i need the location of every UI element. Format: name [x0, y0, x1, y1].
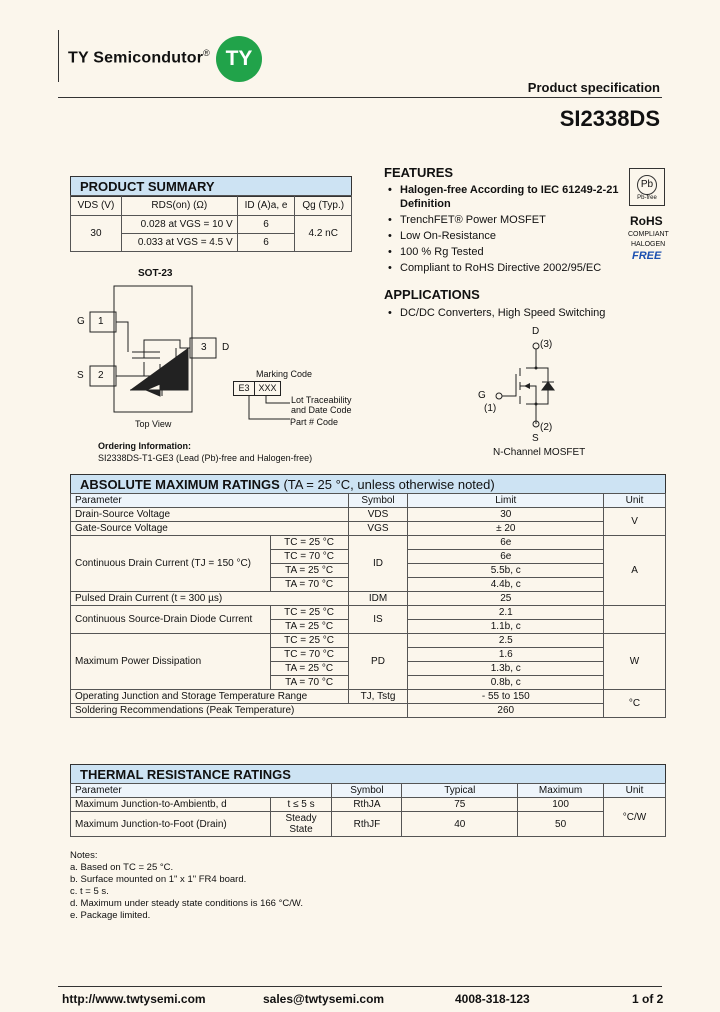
footer-page: 1 of 2 — [632, 992, 664, 1006]
pin-1-label: 1 — [98, 316, 104, 327]
amr-is-symbol: IS — [348, 606, 408, 634]
id-value-2: 6 — [237, 234, 295, 252]
amr-soldering-limit: 260 — [408, 704, 604, 718]
thermal-r1-typical: 75 — [402, 798, 518, 812]
amr-is-param: Continuous Source-Drain Diode Current — [71, 606, 271, 634]
footer-phone: 4008-318-123 — [455, 992, 530, 1006]
package-name: SOT-23 — [138, 268, 173, 279]
amr-id-limit: 4.4b, c — [408, 578, 604, 592]
applications-title: APPLICATIONS — [384, 287, 480, 302]
pin-3-label: 3 — [201, 342, 207, 353]
thermal-r1-symbol: RthJA — [332, 798, 402, 812]
thermal-header-symbol: Symbol — [332, 784, 402, 798]
thermal-r2-cond: Steady State — [270, 812, 332, 837]
notes-title: Notes: — [70, 850, 98, 861]
amr-id-cond: TC = 25 °C — [270, 536, 348, 550]
company-name — [68, 48, 210, 67]
part-code-label: Part # Code — [290, 417, 339, 427]
amr-is-cond: TA = 25 °C — [270, 620, 348, 634]
amr-unit-v: V — [604, 508, 666, 536]
amr-header-limit: Limit — [408, 494, 604, 508]
amr-id-symbol: ID — [348, 536, 408, 592]
product-summary-title: PRODUCT SUMMARY — [70, 176, 352, 197]
thermal-r1-cond: t ≤ 5 s — [270, 798, 332, 812]
mosfet-g-label: G — [478, 390, 486, 401]
pb-icon: Pb — [637, 175, 657, 195]
amr-header-symbol: Symbol — [348, 494, 408, 508]
feature-item: • TrenchFET® Power MOSFET — [386, 213, 626, 227]
marking-box — [233, 381, 281, 396]
amr-vds-limit: 30 — [408, 508, 604, 522]
marking-code-label: Marking Code — [256, 369, 313, 379]
amr-tj-limit: - 55 to 150 — [408, 690, 604, 704]
feature-item: • 100 % Rg Tested — [386, 245, 626, 259]
id-value-1: 6 — [237, 216, 295, 234]
amr-pd-limit: 1.3b, c — [408, 662, 604, 676]
application-item: • DC/DC Converters, High Speed Switching — [386, 306, 646, 320]
rds-value-1: 0.028 at VGS = 10 V — [121, 216, 237, 234]
sot23-diagram — [70, 280, 250, 430]
amr-unit-a: A — [604, 536, 666, 606]
feature-item: • Low On-Resistance — [386, 229, 626, 243]
thermal-r2-maximum: 50 — [518, 812, 604, 837]
amr-pd-cond: TC = 70 °C — [270, 648, 348, 662]
thermal-table — [70, 783, 666, 837]
thermal-r2-typical: 40 — [402, 812, 518, 837]
ordering-text: SI2338DS-T1-GE3 (Lead (Pb)-free and Halogen-free) — [98, 453, 313, 463]
amr-title: ABSOLUTE MAXIMUM RATINGS — [80, 477, 280, 492]
footer-url[interactable]: http://www.twtysemi.com — [62, 992, 206, 1006]
thermal-unit: °C/W — [604, 798, 666, 837]
amr-pd-param: Maximum Power Dissipation — [71, 634, 271, 690]
note-item: e. Package limited. — [70, 910, 151, 921]
amr-id-limit: 5.5b, c — [408, 564, 604, 578]
applications-list — [386, 306, 646, 322]
rohs-label: RoHS — [630, 214, 663, 228]
lot-traceability-line1: Lot Traceability — [291, 395, 352, 405]
note-item: d. Maximum under steady state conditions is 166 °C/W. — [70, 898, 303, 909]
amr-unit-w: W — [604, 634, 666, 690]
amr-condition: (TA = 25 °C, unless otherwise noted) — [283, 477, 495, 492]
amr-vds-symbol: VDS — [348, 508, 408, 522]
nmos-symbol — [490, 338, 580, 438]
product-specification: Product specification — [527, 80, 660, 95]
mosfet-s-label: S — [532, 433, 539, 444]
amr-tj-symbol: TJ, Tstg — [348, 690, 408, 704]
amr-soldering-param: Soldering Recommendations (Peak Temperature) — [71, 704, 408, 718]
pin-g-label: G — [77, 316, 85, 327]
free-label: FREE — [632, 250, 662, 262]
pb-free-text: Pb-free — [637, 195, 657, 201]
compliant-label: COMPLIANT — [628, 231, 669, 238]
thermal-title: THERMAL RESISTANCE RATINGS — [70, 764, 666, 785]
registered-mark: ® — [203, 48, 211, 58]
header-left-rule — [58, 30, 59, 82]
note-item: a. Based on TC = 25 °C. — [70, 862, 174, 873]
features-list — [386, 183, 626, 277]
amr-header-unit: Unit — [604, 494, 666, 508]
col-rds: RDS(on) (Ω) — [121, 196, 237, 216]
amr-is-cond: TC = 25 °C — [270, 606, 348, 620]
amr-id-param: Continuous Drain Current (TJ = 150 °C) — [71, 536, 271, 592]
amr-unit-c: °C — [604, 690, 666, 718]
halogen-label: HALOGEN — [631, 241, 666, 248]
pin-d-label: D — [222, 342, 230, 353]
part-number: SI2338DS — [559, 106, 660, 131]
thermal-r1-maximum: 100 — [518, 798, 604, 812]
feature-item: • Halogen-free According to IEC 61249-2-21 Definition — [386, 183, 626, 211]
header-rule — [58, 97, 662, 98]
amr-id-cond: TA = 25 °C — [270, 564, 348, 578]
note-item: b. Surface mounted on 1" x 1" FR4 board. — [70, 874, 247, 885]
amr-tj-param: Operating Junction and Storage Temperature Range — [71, 690, 349, 704]
amr-is-limit: 2.1 — [408, 606, 604, 620]
amr-is-unit-blank — [604, 606, 666, 634]
ordering-title: Ordering Information: — [98, 441, 191, 451]
pin-s-label: S — [77, 370, 84, 381]
company-name-text: TY Semicondutor — [68, 49, 204, 67]
thermal-r1-param: Maximum Junction-to-Ambientb, d — [71, 798, 271, 812]
amr-pd-limit: 0.8b, c — [408, 676, 604, 690]
amr-vgs-limit: ± 20 — [408, 522, 604, 536]
lot-traceability-line2: and Date Code — [291, 405, 352, 415]
amr-pd-limit: 1.6 — [408, 648, 604, 662]
top-view-label: Top View — [135, 419, 172, 429]
thermal-header-typical: Typical — [402, 784, 518, 798]
amr-id-limit: 6e — [408, 536, 604, 550]
amr-pd-limit: 2.5 — [408, 634, 604, 648]
amr-table — [70, 493, 666, 718]
col-vds: VDS (V) — [71, 196, 122, 216]
mosfet-d-pin: (3) — [540, 339, 553, 350]
qg-value: 4.2 nC — [295, 216, 352, 252]
thermal-r2-param: Maximum Junction-to-Foot (Drain) — [71, 812, 271, 837]
pin-2-label: 2 — [98, 370, 104, 381]
mark-xxx: XXX — [258, 383, 277, 393]
features-title: FEATURES — [384, 165, 454, 180]
notes-block — [70, 850, 470, 922]
amr-pd-cond: TA = 25 °C — [270, 662, 348, 676]
amr-idm-limit: 25 — [408, 592, 604, 606]
amr-pd-symbol: PD — [348, 634, 408, 690]
amr-header-parameter: Parameter — [71, 494, 349, 508]
amr-idm-symbol: IDM — [348, 592, 408, 606]
marking-leader-lines — [244, 395, 294, 425]
mosfet-s-pin: (2) — [540, 422, 553, 433]
thermal-r2-symbol: RthJF — [332, 812, 402, 837]
amr-vgs-param: Gate-Source Voltage — [71, 522, 349, 536]
amr-title-bar — [70, 474, 666, 495]
thermal-header-unit: Unit — [604, 784, 666, 798]
vds-value: 30 — [71, 216, 122, 252]
thermal-header-parameter: Parameter — [71, 784, 332, 798]
note-item: c. t = 5 s. — [70, 886, 109, 897]
mosfet-caption: N-Channel MOSFET — [493, 447, 586, 458]
product-summary-table — [70, 195, 352, 252]
footer-rule — [58, 986, 662, 987]
feature-item: • Compliant to RoHS Directive 2002/95/EC — [386, 261, 626, 275]
thermal-header-maximum: Maximum — [518, 784, 604, 798]
mosfet-g-pin: (1) — [484, 403, 497, 414]
mark-e3: E3 — [234, 382, 255, 395]
amr-pd-cond: TA = 70 °C — [270, 676, 348, 690]
amr-id-limit: 6e — [408, 550, 604, 564]
amr-vds-param: Drain-Source Voltage — [71, 508, 349, 522]
amr-is-limit: 1.1b, c — [408, 620, 604, 634]
amr-id-cond: TC = 70 °C — [270, 550, 348, 564]
col-id: ID (A)a, e — [237, 196, 295, 216]
amr-pd-cond: TC = 25 °C — [270, 634, 348, 648]
rds-value-2: 0.033 at VGS = 4.5 V — [121, 234, 237, 252]
body-diode — [130, 348, 188, 396]
pb-free-badge — [629, 168, 665, 206]
amr-vgs-symbol: VGS — [348, 522, 408, 536]
amr-id-cond: TA = 70 °C — [270, 578, 348, 592]
amr-idm-param: Pulsed Drain Current (t = 300 µs) — [71, 592, 349, 606]
ty-logo: TY — [216, 36, 262, 82]
footer-email[interactable]: sales@twtysemi.com — [263, 992, 385, 1006]
col-qg: Qg (Typ.) — [295, 196, 352, 216]
mosfet-d-label: D — [532, 326, 540, 337]
